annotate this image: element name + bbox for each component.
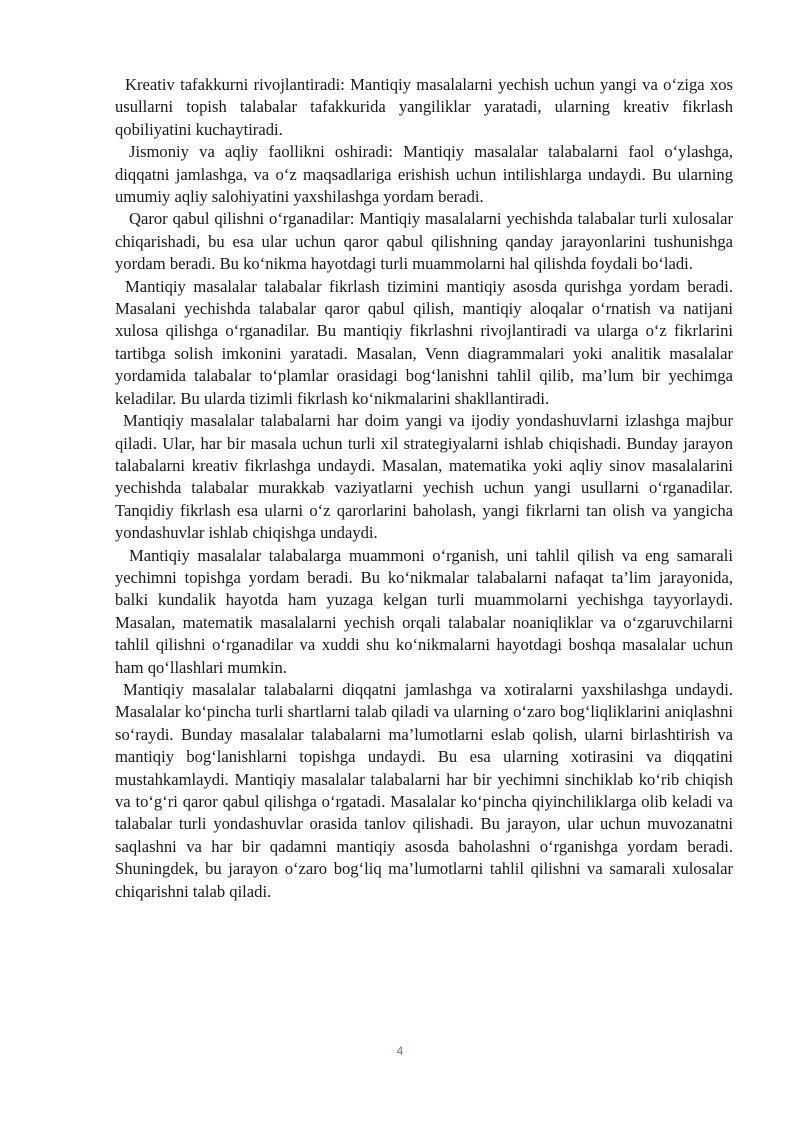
paragraph-mantiqiy-fikrlash-tizimi: Mantiqiy masalalar talabalar fikrlash tizimini mantiqiy asosda qurishga yordam beradi. Masalani yechishda talabalar qaror qabul qilish, mantiqiy aloqalar o‘rnatish va natijani xulosa qilishga o‘rganadilar. Bu mantiqiy fikrlashni rivojlantiradi va ularga o‘z fikrlarini tartibga solish imkonini yaratadi. Masalan, Venn diagrammalari yoki analitik masalalar yordamida talabalar to‘plamlar orasidagi bog‘lanishni tahlil qilib, ma’lum bir yechimga keladilar. Bu ularda tizimli fikrlash ko‘nikmalarini shakllantiradi. [115,276,733,408]
paragraph-diqqat-xotira: Mantiqiy masalalar talabalarni diqqatni jamlashga va xotiralarni yaxshilashga undaydi. Masalalar ko‘pincha turli shartlarni talab qiladi va ularning o‘zaro bog‘liqliklarini aniqlashni so‘raydi. Bunday masalalar talabalarni ma’lumotlarni eslab qolish, ularni birlashtirish va mantiqiy bog‘lanishlarni topishga undaydi. Bu esa ularning xotirasini va diqqatini mustahkamlaydi. Mantiqiy masalalar talabalarni har bir yechimni sinchiklab ko‘rib chiqish va to‘g‘ri qaror qabul qilishga o‘rgatadi. Masalalar ko‘pincha qiyinchiliklarga olib keladi va talabalar turli yondashuvlar orasida tanlov qilishadi. Bu jarayon, ular uchun muvozanatni saqlashni va har bir qadamni mantiqiy asosda baholashni o‘rganishga yordam beradi. Shuningdek, bu jarayon o‘zaro bog‘liq ma’lumotlarni tahlil qilishni va samarali xulosalar chiqarishni talab qiladi. [115,679,733,901]
paragraph-ijodiy-yondashuvlar: Mantiqiy masalalar talabalarni har doim yangi va ijodiy yondashuvlarni izlashga majbur qiladi. Ular, har bir masala uchun turli xil strategiyalarni ishlab chiqishadi. Bunday jarayon talabalarni kreativ fikrlashga undaydi. Masalan, matematika yoki aqliy sinov masalalarini yechishda talabalar murakkab vaziyatlarni yechish uchun yangi usullarni o‘rganadilar. Tanqidiy fikrlash esa ularni o‘z qarorlarini baholash, yangi fikrlarni tan olish va yangicha yondashuvlar ishlab chiqishga undaydi. [115,411,733,543]
paragraph-kreativ-tafakkur: Kreativ tafakkurni rivojlantiradi: Mantiqiy masalalarni yechish uchun yangi va o‘ziga xos usullarni topish talabalar tafakkurida yangiliklar yaratadi, ularning kreativ fikrlash qobiliyatini kuchaytiradi. [115,75,733,139]
paragraph-jismoniy-aqliy-faollik: Jismoniy va aqliy faollikni oshiradi: Mantiqiy masalalar talabalarni faol o‘ylashga, diqqatni jamlashga, va o‘z maqsadlariga erishish uchun intilishlarga undaydi. Bu ularning umumiy aqliy salohiyatini yaxshilashga yordam beradi. [115,142,733,207]
page-number: 4 [396,1044,404,1058]
paragraph-muammoni-organish: Mantiqiy masalalar talabalarga muammoni o‘rganish, uni tahlil qilish va eng samarali yechimni topishga yordam beradi. Bu ko‘nikmalar talabalarni nafaqat ta’lim jarayonida, balki kundalik hayotda ham yuzaga kelgan turli muammolarni yechishga tayyorlaydi. Masalan, matematik masalalarni yechish orqali talabalar noaniqliklar va o‘zgaruvchilarni tahlil qilishni o‘rganadilar va xuddi shu ko‘nikmalarni hayotdagi boshqa masalalar uchun ham qo‘llashlari mumkin. [115,545,733,677]
document-body [115,74,733,903]
paragraph-qaror-qabul-qilish: Qaror qabul qilishni o‘rganadilar: Mantiqiy masalalarni yechishda talabalar turli xulosalar chiqarishadi, bu esa ular uchun qaror qabul qilishning qanday jarayonlarini tushunishga yordam beradi. Bu ko‘nikma hayotdagi turli muammolarni hal qilishda foydali bo‘ladi. [115,209,733,274]
